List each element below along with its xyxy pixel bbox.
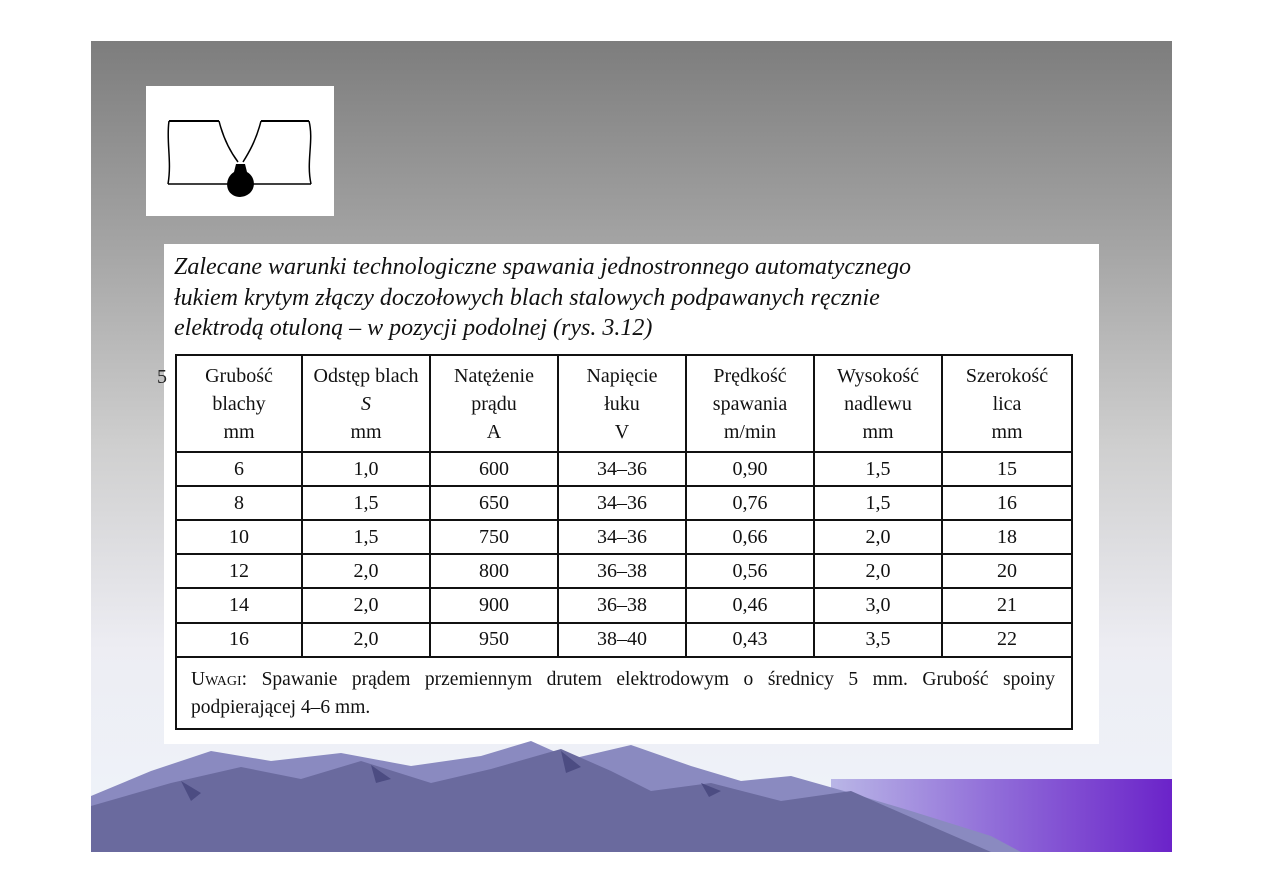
cell-reinforcement-height: 3,0 <box>814 588 942 622</box>
cell-face-width: 18 <box>942 520 1072 554</box>
cell-reinforcement-height: 3,5 <box>814 623 942 657</box>
header-reinforcement-height: Wysokość nadlewu mm <box>814 355 942 452</box>
table-row <box>176 623 1072 657</box>
cell-arc-voltage: 34–36 <box>558 452 686 486</box>
cell-gap: 1,5 <box>302 486 430 520</box>
table-row <box>176 486 1072 520</box>
table-note <box>176 657 1072 729</box>
document-excerpt <box>157 244 1099 744</box>
cell-welding-speed: 0,43 <box>686 623 814 657</box>
table-note-row <box>176 657 1072 729</box>
cell-current: 900 <box>430 588 558 622</box>
cell-gap: 2,0 <box>302 588 430 622</box>
cell-reinforcement-height: 2,0 <box>814 554 942 588</box>
slide-background <box>91 41 1172 852</box>
margin-mark: 5 <box>157 366 167 388</box>
cell-face-width: 15 <box>942 452 1072 486</box>
cell-face-width: 16 <box>942 486 1072 520</box>
cell-plate-thickness: 6 <box>176 452 302 486</box>
cell-reinforcement-height: 1,5 <box>814 486 942 520</box>
cell-plate-thickness: 12 <box>176 554 302 588</box>
cell-current: 950 <box>430 623 558 657</box>
cell-welding-speed: 0,76 <box>686 486 814 520</box>
table-row <box>176 554 1072 588</box>
cell-arc-voltage: 34–36 <box>558 486 686 520</box>
cell-welding-speed: 0,46 <box>686 588 814 622</box>
cell-current: 800 <box>430 554 558 588</box>
cell-arc-voltage: 38–40 <box>558 623 686 657</box>
cell-plate-thickness: 16 <box>176 623 302 657</box>
cell-plate-thickness: 14 <box>176 588 302 622</box>
header-gap: Odstęp blach S mm <box>302 355 430 452</box>
note-text: Spawanie prądem przemiennym drutem elektrodowym o średnicy 5 mm. Grubość spoiny podpierającej 4–6 mm. <box>191 668 1056 718</box>
title-line-3: elektrodą otuloną – w pozycji podolnej (rys. 3.12) <box>174 315 653 341</box>
header-current: Natężenie prądu A <box>430 355 558 452</box>
note-label: Uwagi: <box>191 668 248 690</box>
cell-current: 750 <box>430 520 558 554</box>
title-line-2: łukiem krytym złączy doczołowych blach stalowych podpawanych ręcznie <box>174 284 880 311</box>
welding-parameters-table <box>175 354 1073 730</box>
table-row <box>176 452 1072 486</box>
cell-reinforcement-height: 1,5 <box>814 452 942 486</box>
cell-gap: 2,0 <box>302 554 430 588</box>
cell-arc-voltage: 36–38 <box>558 588 686 622</box>
cell-gap: 1,0 <box>302 452 430 486</box>
header-arc-voltage: Napięcie łuku V <box>558 355 686 452</box>
table-header-row <box>176 355 1072 452</box>
cell-reinforcement-height: 2,0 <box>814 520 942 554</box>
butt-joint-figure <box>146 86 334 216</box>
cell-current: 650 <box>430 486 558 520</box>
cell-face-width: 21 <box>942 588 1072 622</box>
cell-current: 600 <box>430 452 558 486</box>
cell-welding-speed: 0,56 <box>686 554 814 588</box>
header-welding-speed: Prędkość spawania m/min <box>686 355 814 452</box>
cell-gap: 2,0 <box>302 623 430 657</box>
cell-welding-speed: 0,90 <box>686 452 814 486</box>
header-plate-thickness: Grubość blachy mm <box>176 355 302 452</box>
header-face-width: Szerokość lica mm <box>942 355 1072 452</box>
table-row <box>176 520 1072 554</box>
cell-welding-speed: 0,66 <box>686 520 814 554</box>
title-line-1: Zalecane warunki technologiczne spawania jednostronnego automatycznego <box>174 254 912 280</box>
cell-arc-voltage: 36–38 <box>558 554 686 588</box>
cell-plate-thickness: 8 <box>176 486 302 520</box>
cell-gap: 1,5 <box>302 520 430 554</box>
cell-plate-thickness: 10 <box>176 520 302 554</box>
table-row <box>176 588 1072 622</box>
butt-joint-drawing <box>146 86 334 216</box>
cell-face-width: 22 <box>942 623 1072 657</box>
document-title <box>174 252 1074 344</box>
cell-face-width: 20 <box>942 554 1072 588</box>
weld-bead-shape <box>227 164 254 197</box>
cell-arc-voltage: 34–36 <box>558 520 686 554</box>
mountain-landscape <box>91 731 1172 852</box>
